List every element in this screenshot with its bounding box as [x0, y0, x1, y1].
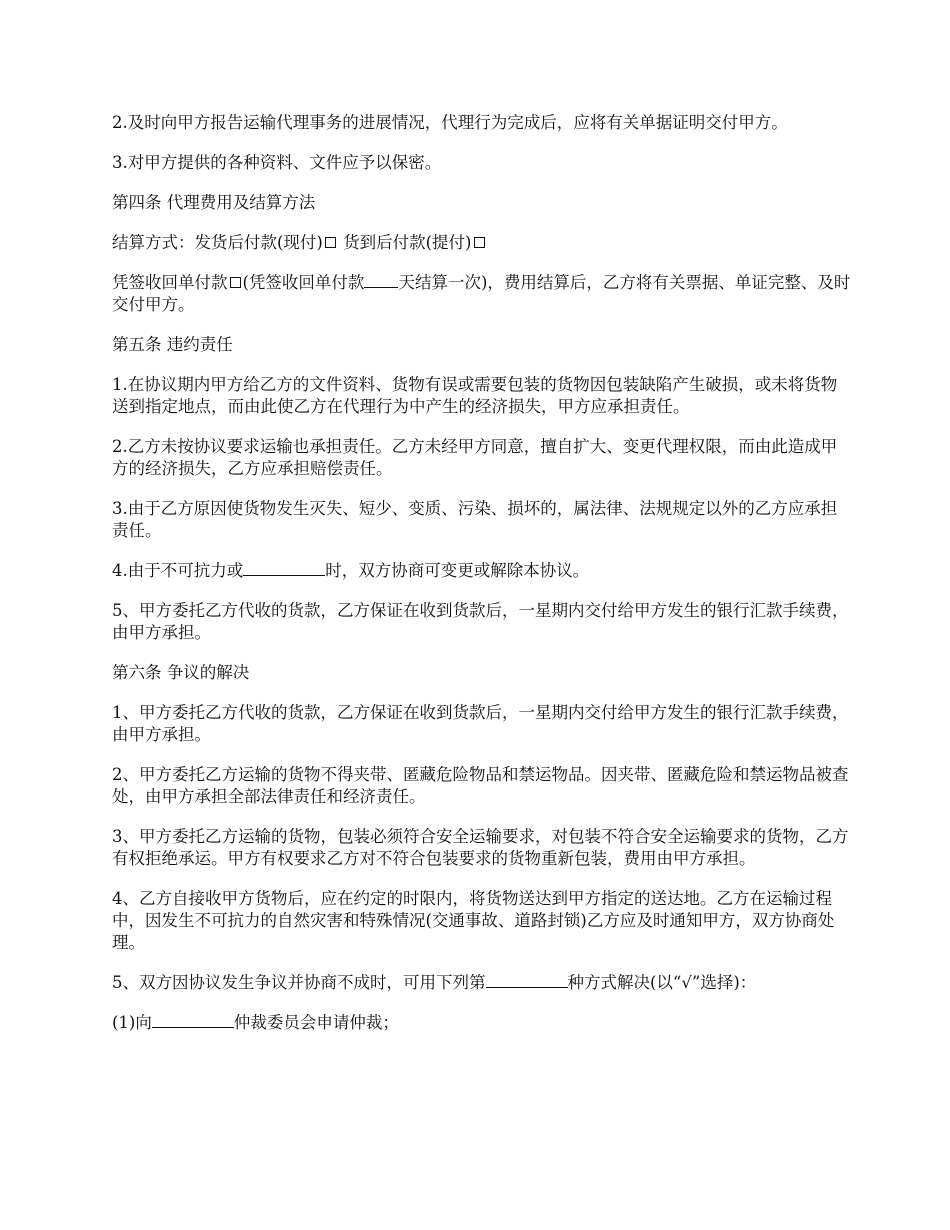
blank-method-number-field[interactable] — [486, 972, 568, 988]
paragraph-liability-4 — [112, 560, 852, 582]
paragraph-dispute-2: 2、甲方委托乙方运输的货物不得夹带、匿藏危险物品和禁运物品。因夹带、匿藏危险和禁运物品被查处，由甲方承担全部法律责任和经济责任。 — [112, 765, 849, 806]
dispute-choice-text-b: 种方式解决(以“√”选择)： — [567, 973, 757, 992]
dispute-choice-text-a: 5、双方因协议发生争议并协商不成时，可用下列第 — [112, 973, 486, 992]
article-4-heading: 第四条 代理费用及结算方法 — [112, 193, 316, 212]
paragraph-liability-2: 2.乙方未按协议要求运输也承担责任。乙方未经甲方同意，擅自扩大、变更代理权限，而由此造成甲方的经济损失，乙方应承担赔偿责任。 — [112, 437, 838, 478]
paragraph-dispute-4: 4、乙方自接收甲方货物后，应在约定的时限内，将货物送达到甲方指定的送达地。乙方在运输过程中，因发生不可抗力的自然灾害和特殊情况(交通事故、道路封锁)乙方应及时通知甲方，双方协商处理。 — [112, 889, 835, 952]
paragraph-confidentiality: 3.对甲方提供的各种资料、文件应予以保密。 — [112, 153, 442, 172]
arbitration-text-b: 仲裁委员会申请仲裁； — [233, 1013, 399, 1032]
blank-arbitration-committee-field[interactable] — [152, 1012, 234, 1028]
blank-force-majeure-field[interactable] — [243, 560, 325, 576]
receipt-text-b: (凭签收回单付款 — [242, 273, 365, 292]
settlement-text-a: 结算方式：发货后付款(现付) — [112, 233, 323, 252]
paragraph-liability-3: 3.由于乙方原因使货物发生灭失、短少、变质、污染、损坏的，属法律、法规规定以外的乙方应承担责任。 — [112, 499, 838, 540]
paragraph-dispute-3: 3、甲方委托乙方运输的货物，包装必须符合安全运输要求，对包装不符合安全运输要求的货物，乙方有权拒绝承运。甲方有权要求乙方对不符合包装要求的货物重新包装，费用由甲方承担。 — [112, 827, 849, 868]
article-5-heading: 第五条 违约责任 — [112, 335, 233, 354]
paragraph-receipt-payment — [112, 272, 852, 316]
arbitration-text-a: (1)向 — [112, 1013, 152, 1032]
paragraph-arbitration-option — [112, 1012, 852, 1034]
settlement-text-b: 货到后付款(提付) — [337, 233, 472, 252]
paragraph-liability-5: 5、甲方委托乙方代收的货款，乙方保证在收到货款后，一星期内交付给甲方发生的银行汇款手续费，由甲方承担。 — [112, 601, 849, 642]
paragraph-settlement-method — [112, 232, 852, 254]
receipt-text-c: 天结算一次)，费用结算后，乙方将有关票据、单证完整、及时交付甲方。 — [112, 273, 851, 314]
blank-days-field[interactable] — [364, 272, 398, 288]
paragraph-dispute-1: 1、甲方委托乙方代收的货款，乙方保证在收到货款后，一星期内交付给甲方发生的银行汇款手续费，由甲方承担。 — [112, 703, 849, 744]
checkbox-cash-on-delivery[interactable] — [325, 237, 336, 248]
force-majeure-text-b: 时，双方协商可变更或解除本协议。 — [325, 561, 590, 580]
receipt-text-a: 凭签收回单付款 — [112, 273, 228, 292]
paragraph-dispute-5 — [112, 972, 852, 994]
paragraph-report-progress: 2.及时向甲方报告运输代理事务的进展情况，代理行为完成后，应将有关单据证明交付甲方。 — [112, 113, 788, 132]
document-page — [112, 112, 852, 1052]
article-6-heading: 第六条 争议的解决 — [112, 663, 250, 682]
checkbox-receipt-payment[interactable] — [230, 277, 241, 288]
force-majeure-text-a: 4.由于不可抗力或 — [112, 561, 244, 580]
checkbox-pay-on-arrival[interactable] — [474, 237, 485, 248]
paragraph-liability-1: 1.在协议期内甲方给乙方的文件资料、货物有误或需要包装的货物因包装缺陷产生破损，或未将货物送到指定地点，而由此使乙方在代理行为中产生的经济损失，甲方应承担责任。 — [112, 375, 838, 416]
